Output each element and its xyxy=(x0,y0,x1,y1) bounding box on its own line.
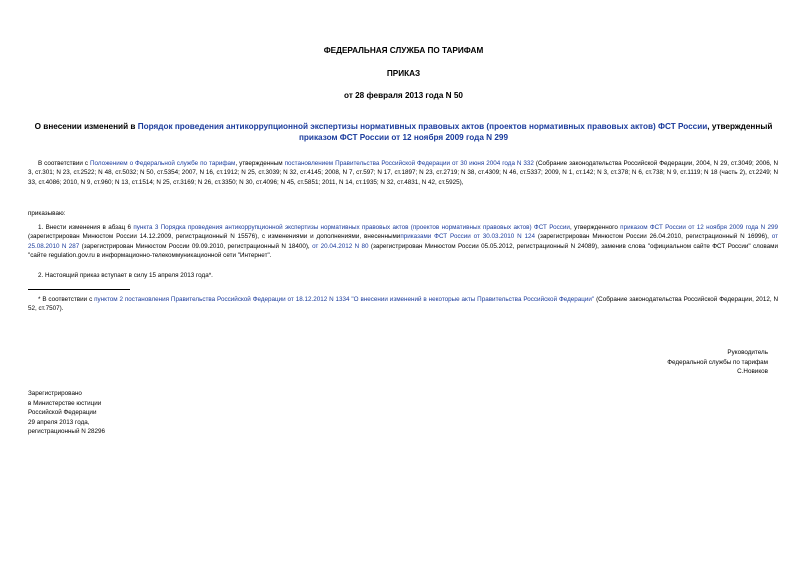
preamble-paragraph: В соответствии с Положением о Федеральной службе по тарифам, утвержденным постановлением Правительства Российской Федерации от 30 июня 2004 года N 332 (Собрание законодательства Российской Федерации, 2004, N 29, ст.3049; 2006, N 3, ст.301; N 23, ст.2522; N 48, ст.5032; N 50, ст.5354; 2007, N 16, ст.1912; N 25, ст.3039; N 32, ст.4145; 2008, N 7, ст.597; N 17, ст.1897; N 23, ст.2719; N 38, ст.4309; N 46, ст.5337; 2009, N 1, ст.142; N 3, ст.378; N 6, ст.738; N 9, ст.1119; N 18 (часть 2), ст.2249; N 33, ст.4086; 2010, N 9, ст.960; N 13, ст.1514; N 25, ст.3169; N 26, ст.3350; N 30, ст.4096; N 45, ст.5851; 2011, N 14, ст.1935; N 32, ст.4831, N 42, ст.5925), xyxy=(28,160,779,186)
signature-block xyxy=(667,348,768,377)
agency-title: ФЕДЕРАЛЬНАЯ СЛУЖБА ПО ТАРИФАМ xyxy=(323,46,484,55)
link-decree-1334[interactable]: пунктом 2 постановления Правительства Российской Федерации от 18.12.2012 N 1334 "О внесении изменений в некоторые акты Правительства Российской Федерации" xyxy=(94,296,595,303)
document-title: О внесении изменений в Порядок проведения антикоррупционной экспертизы нормативных правовых актов (проектов нормативных правовых актов) ФСТ России, утвержденный приказом ФСТ России от 12 ноября 2009 года N 299 xyxy=(34,122,773,142)
title-link-procedure[interactable]: Порядок проведения антикоррупционной экспертизы нормативных правовых актов (проектов нормативных правовых актов) ФСТ России xyxy=(137,122,708,131)
footnote-divider xyxy=(28,289,130,290)
link-order-299[interactable]: приказом ФСТ России от 12 ноября 2009 года N 299 xyxy=(620,224,778,231)
doc-type: ПРИКАЗ xyxy=(386,69,421,78)
order-item-1: 1. Внести изменения в абзац 6 пункта 3 Порядка проведения антикоррупционной экспертизы нормативных правовых актов (проектов нормативных правовых актов) ФСТ России, утвержденного приказом ФСТ России от 12 ноября 2009 года N 299 (зарегистрирован Минюстом России 14.12.2009, регистрационный N 15576), с изменениями и дополнениями, внесеннымиприказами ФСТ России от 30.03.2010 N 124 (зарегистрирован Минюстом России 26.04.2010, регистрационный N 16996), от 25.08.2010 N 287 (зарегистрирован Минюстом России 09.09.2010, регистрационный N 18400), от 20.04.2012 N 80 (зарегистрирован Минюстом России 05.05.2012, регистрационный N 24089), заменив слова "официальном сайте ФСТ России" словами "сайте regulation.gov.ru в информационно-телекоммуникационной сети "Интернет". xyxy=(28,224,778,260)
signature-position: Руководитель xyxy=(727,349,768,356)
link-regulation-fst[interactable]: Положением о Федеральной службе по тарифам xyxy=(90,160,236,167)
link-government-decree-332[interactable]: постановлением Правительства Российской Федерации от 30 июня 2004 года N 332 xyxy=(284,160,534,167)
signature-organization: Федеральной службы по тарифам xyxy=(667,358,768,366)
link-order-287[interactable]: от 25.08.2010 N 287 xyxy=(28,233,778,250)
registration-block: Зарегистрировано в Министерстве юстиции Российской Федерации 29 апреля 2013 года, регистрационный N 28296 xyxy=(28,390,106,436)
link-orders-124[interactable]: приказами ФСТ России от 30.03.2010 N 124 xyxy=(400,233,536,241)
signature-name: С.Новиков xyxy=(737,368,768,376)
link-procedure-point-3[interactable]: пункта 3 Порядка проведения антикоррупционной экспертизы нормативных правовых актов (проектов нормативных правовых актов) ФСТ России xyxy=(133,224,570,231)
link-order-80[interactable]: от 20.04.2012 N 80 xyxy=(312,242,369,250)
order-word: приказываю: xyxy=(28,210,66,217)
order-item-2: 2. Настоящий приказ вступает в силу 15 апреля 2013 года*. xyxy=(38,272,213,279)
footnote: * В соответствии с пунктом 2 постановления Правительства Российской Федерации от 18.12.2012 N 1334 "О внесении изменений в некоторые акты Правительства Российской Федерации" (Собрание законодательства Российской Федерации, 2012, N 52, ст.7507). xyxy=(28,296,779,313)
title-link-order-299[interactable]: приказом ФСТ России от 12 ноября 2009 года N 299 xyxy=(298,133,509,142)
doc-date-number: от 28 февраля 2013 года N 50 xyxy=(344,91,463,100)
